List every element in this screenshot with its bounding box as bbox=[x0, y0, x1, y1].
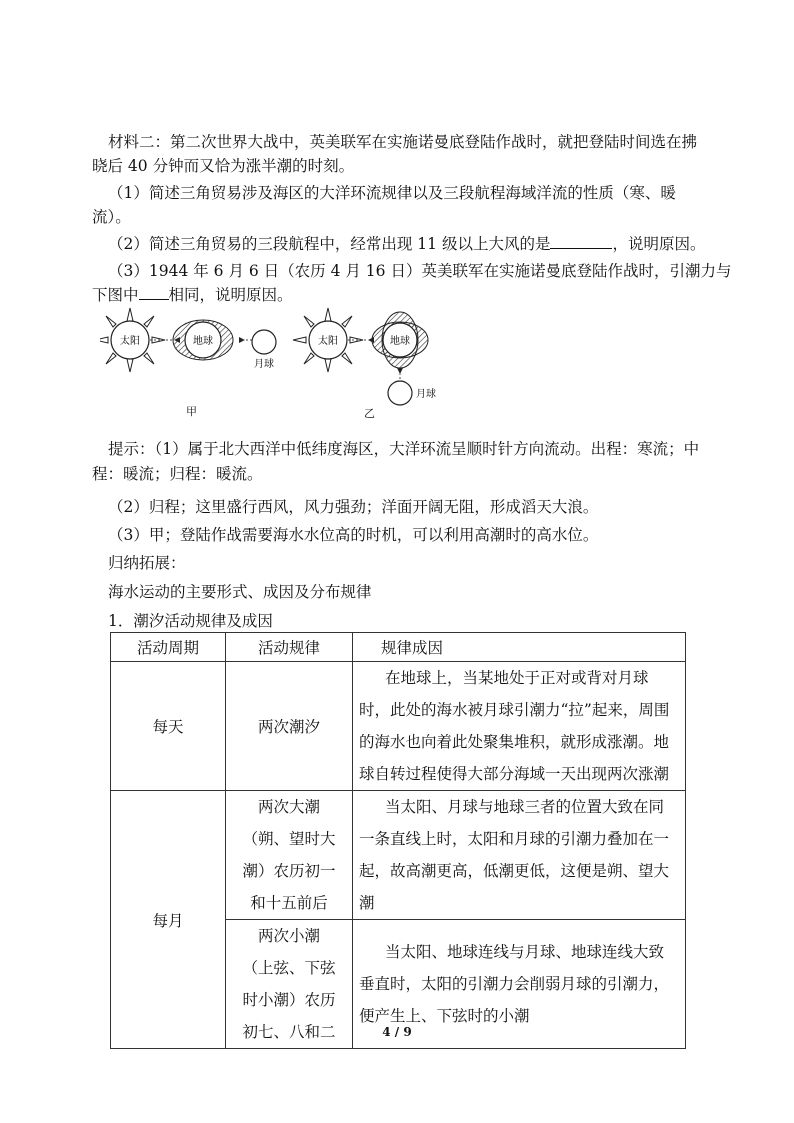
answer-blank[interactable] bbox=[139, 285, 169, 300]
question1-line2: 流）。 bbox=[92, 208, 131, 226]
table-header-row bbox=[111, 633, 686, 662]
pattern-cell: 两次潮汐 bbox=[226, 662, 353, 791]
cause-line: 当太阳、月球与地球三者的位置大致在同 bbox=[385, 798, 665, 816]
pattern-line: 和十五前后 bbox=[250, 894, 328, 912]
figure-caption-right: 乙 bbox=[364, 407, 375, 420]
question2-tail: ，说明原因。 bbox=[612, 235, 706, 253]
cause-line: 潮 bbox=[359, 894, 375, 912]
cause-line: 时，此处的海水被月球引潮力“拉”起来，周围 bbox=[359, 701, 670, 719]
cause-cell bbox=[353, 791, 686, 920]
section-title: 1．潮汐活动规律及成因 bbox=[108, 612, 273, 630]
hint1-line1: 提示：（1）属于北大西洋中低纬度海区，大洋环流呈顺时针方向流动。出程：寒流；中 bbox=[108, 440, 700, 458]
cause-line: 起，故高潮更高，低潮更低，这便是朔、望大 bbox=[359, 862, 670, 880]
hint2: （2）归程；这里盛行西风，风力强劲；洋面开阔无阻，形成滔天大浪。 bbox=[108, 498, 599, 516]
question2 bbox=[108, 233, 705, 255]
cause-line: 垂直时，太阳的引潮力会削弱月球的引潮力， bbox=[359, 975, 670, 993]
material2-line2: 晓后 40 分钟而又恰为涨半潮的时刻。 bbox=[92, 157, 355, 175]
tide-diagram bbox=[100, 305, 460, 425]
material2-line1: 材料二：第二次世界大战中，英美联军在实施诺曼底登陆作战时，就把登陆时间选在拂 bbox=[108, 133, 698, 151]
question2-text: （2）简述三角贸易的三段航程中，经常出现 11 级以上大风的是 bbox=[108, 235, 551, 253]
pattern-line: 初七、八和二 bbox=[242, 1023, 336, 1041]
hint3: （3）甲；登陆作战需要海水水位高的时机，可以利用高潮时的高水位。 bbox=[108, 526, 599, 544]
moon-icon-left bbox=[252, 330, 276, 354]
earth-label: 地球 bbox=[193, 336, 213, 347]
table-row bbox=[111, 791, 686, 920]
question1-line1: （1）简述三角贸易涉及海区的大洋环流规律以及三段航程海域洋流的性质（寒、暖 bbox=[108, 184, 676, 202]
period-cell: 每月 bbox=[111, 791, 226, 1049]
pattern-line: （朔、望时大 bbox=[242, 830, 336, 848]
figure-caption-left: 甲 bbox=[186, 405, 197, 418]
period-cell: 每天 bbox=[111, 662, 226, 791]
pattern-line: 两次大潮 bbox=[257, 798, 320, 816]
answer-blank[interactable] bbox=[550, 234, 612, 249]
pattern-line: （上弦、下弦 bbox=[242, 959, 336, 977]
summary-heading: 归纳拓展： bbox=[108, 554, 186, 572]
table-header-cell: 活动周期 bbox=[111, 633, 226, 662]
cause-line: 一条直线上时，太阳和月球的引潮力叠加在一 bbox=[359, 830, 670, 848]
cause-line: 便产生上、下弦时的小潮 bbox=[359, 1007, 530, 1025]
cause-line: 在地球上，当某地处于正对或背对月球 bbox=[385, 669, 649, 687]
question3-line2 bbox=[92, 284, 293, 306]
pattern-cell bbox=[226, 791, 353, 920]
subheading: 海水运动的主要形式、成因及分布规律 bbox=[108, 583, 372, 601]
question3-text: 下图中 bbox=[92, 286, 139, 304]
pattern-line: 时小潮）农历 bbox=[242, 991, 336, 1009]
sun-label: 太阳 bbox=[318, 336, 338, 347]
question3-tail: 相同，说明原因。 bbox=[168, 286, 293, 304]
pattern-line: 潮）农历初一 bbox=[242, 862, 336, 880]
table-header-cell: 活动规律 bbox=[226, 633, 353, 662]
earth-label: 地球 bbox=[390, 336, 410, 347]
moon-icon-right bbox=[388, 381, 412, 405]
cause-cell bbox=[353, 662, 686, 791]
table-row bbox=[111, 662, 686, 791]
moon-label: 月球 bbox=[416, 389, 436, 400]
cause-line: 当太阳、地球连线与月球、地球连线大致 bbox=[385, 943, 665, 961]
page-number: 4 / 9 bbox=[382, 1025, 412, 1039]
pattern-line: 两次小潮 bbox=[257, 927, 320, 945]
cause-line: 球自转过程使得大部分海域一天出现两次涨潮 bbox=[359, 765, 670, 783]
table-header-cell: 规律成因 bbox=[353, 633, 686, 662]
tide-table bbox=[110, 632, 686, 1049]
cause-line: 的海水也向着此处聚集堆积，就形成涨潮。地 bbox=[359, 733, 670, 751]
question3-line1: （3）1944 年 6 月 6 日（农历 4 月 16 日）英美联军在实施诺曼底登陆作战时，引潮力与 bbox=[108, 262, 732, 280]
sun-label: 太阳 bbox=[120, 336, 140, 347]
moon-label: 月球 bbox=[254, 359, 274, 370]
hint1-line2: 程：暖流；归程：暖流。 bbox=[92, 465, 263, 483]
